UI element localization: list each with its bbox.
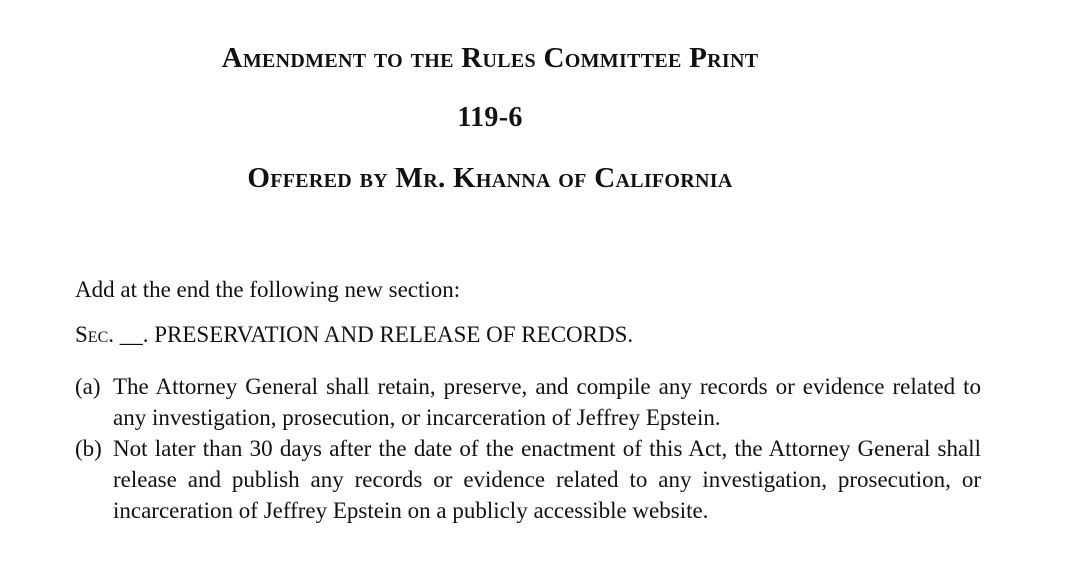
subsection-text: Not later than 30 days after the date of the enactment of this Act, the Attorney General shall release and publish any records or evidence related to any investigation, prosecution, or incarceration of Jeffrey Epstein on a publicly accessible website. (113, 436, 981, 523)
subsection-a (75, 371, 981, 433)
section-label: Sec. (75, 322, 114, 347)
subsection-text: The Attorney General shall retain, preserve, and compile any records or evidence related to any investigation, prosecution, or incarceration of Jeffrey Epstein. (113, 374, 981, 430)
subsection-marker: (a) (75, 374, 101, 399)
document-title: Amendment to the Rules Committee Print (221, 42, 759, 74)
section-number-blank: __ (119, 322, 143, 347)
intro-text: Add at the end the following new section: (75, 277, 461, 302)
offered-by-line: Offered by Mr. Khanna of California (247, 162, 733, 194)
section-title: . PRESERVATION AND RELEASE OF RECORDS. (142, 322, 634, 347)
print-number: 119-6 (457, 102, 523, 133)
subsection-marker: (b) (75, 436, 102, 461)
section-heading (75, 322, 633, 348)
subsection-list (75, 371, 981, 526)
subsection-b (75, 433, 981, 526)
